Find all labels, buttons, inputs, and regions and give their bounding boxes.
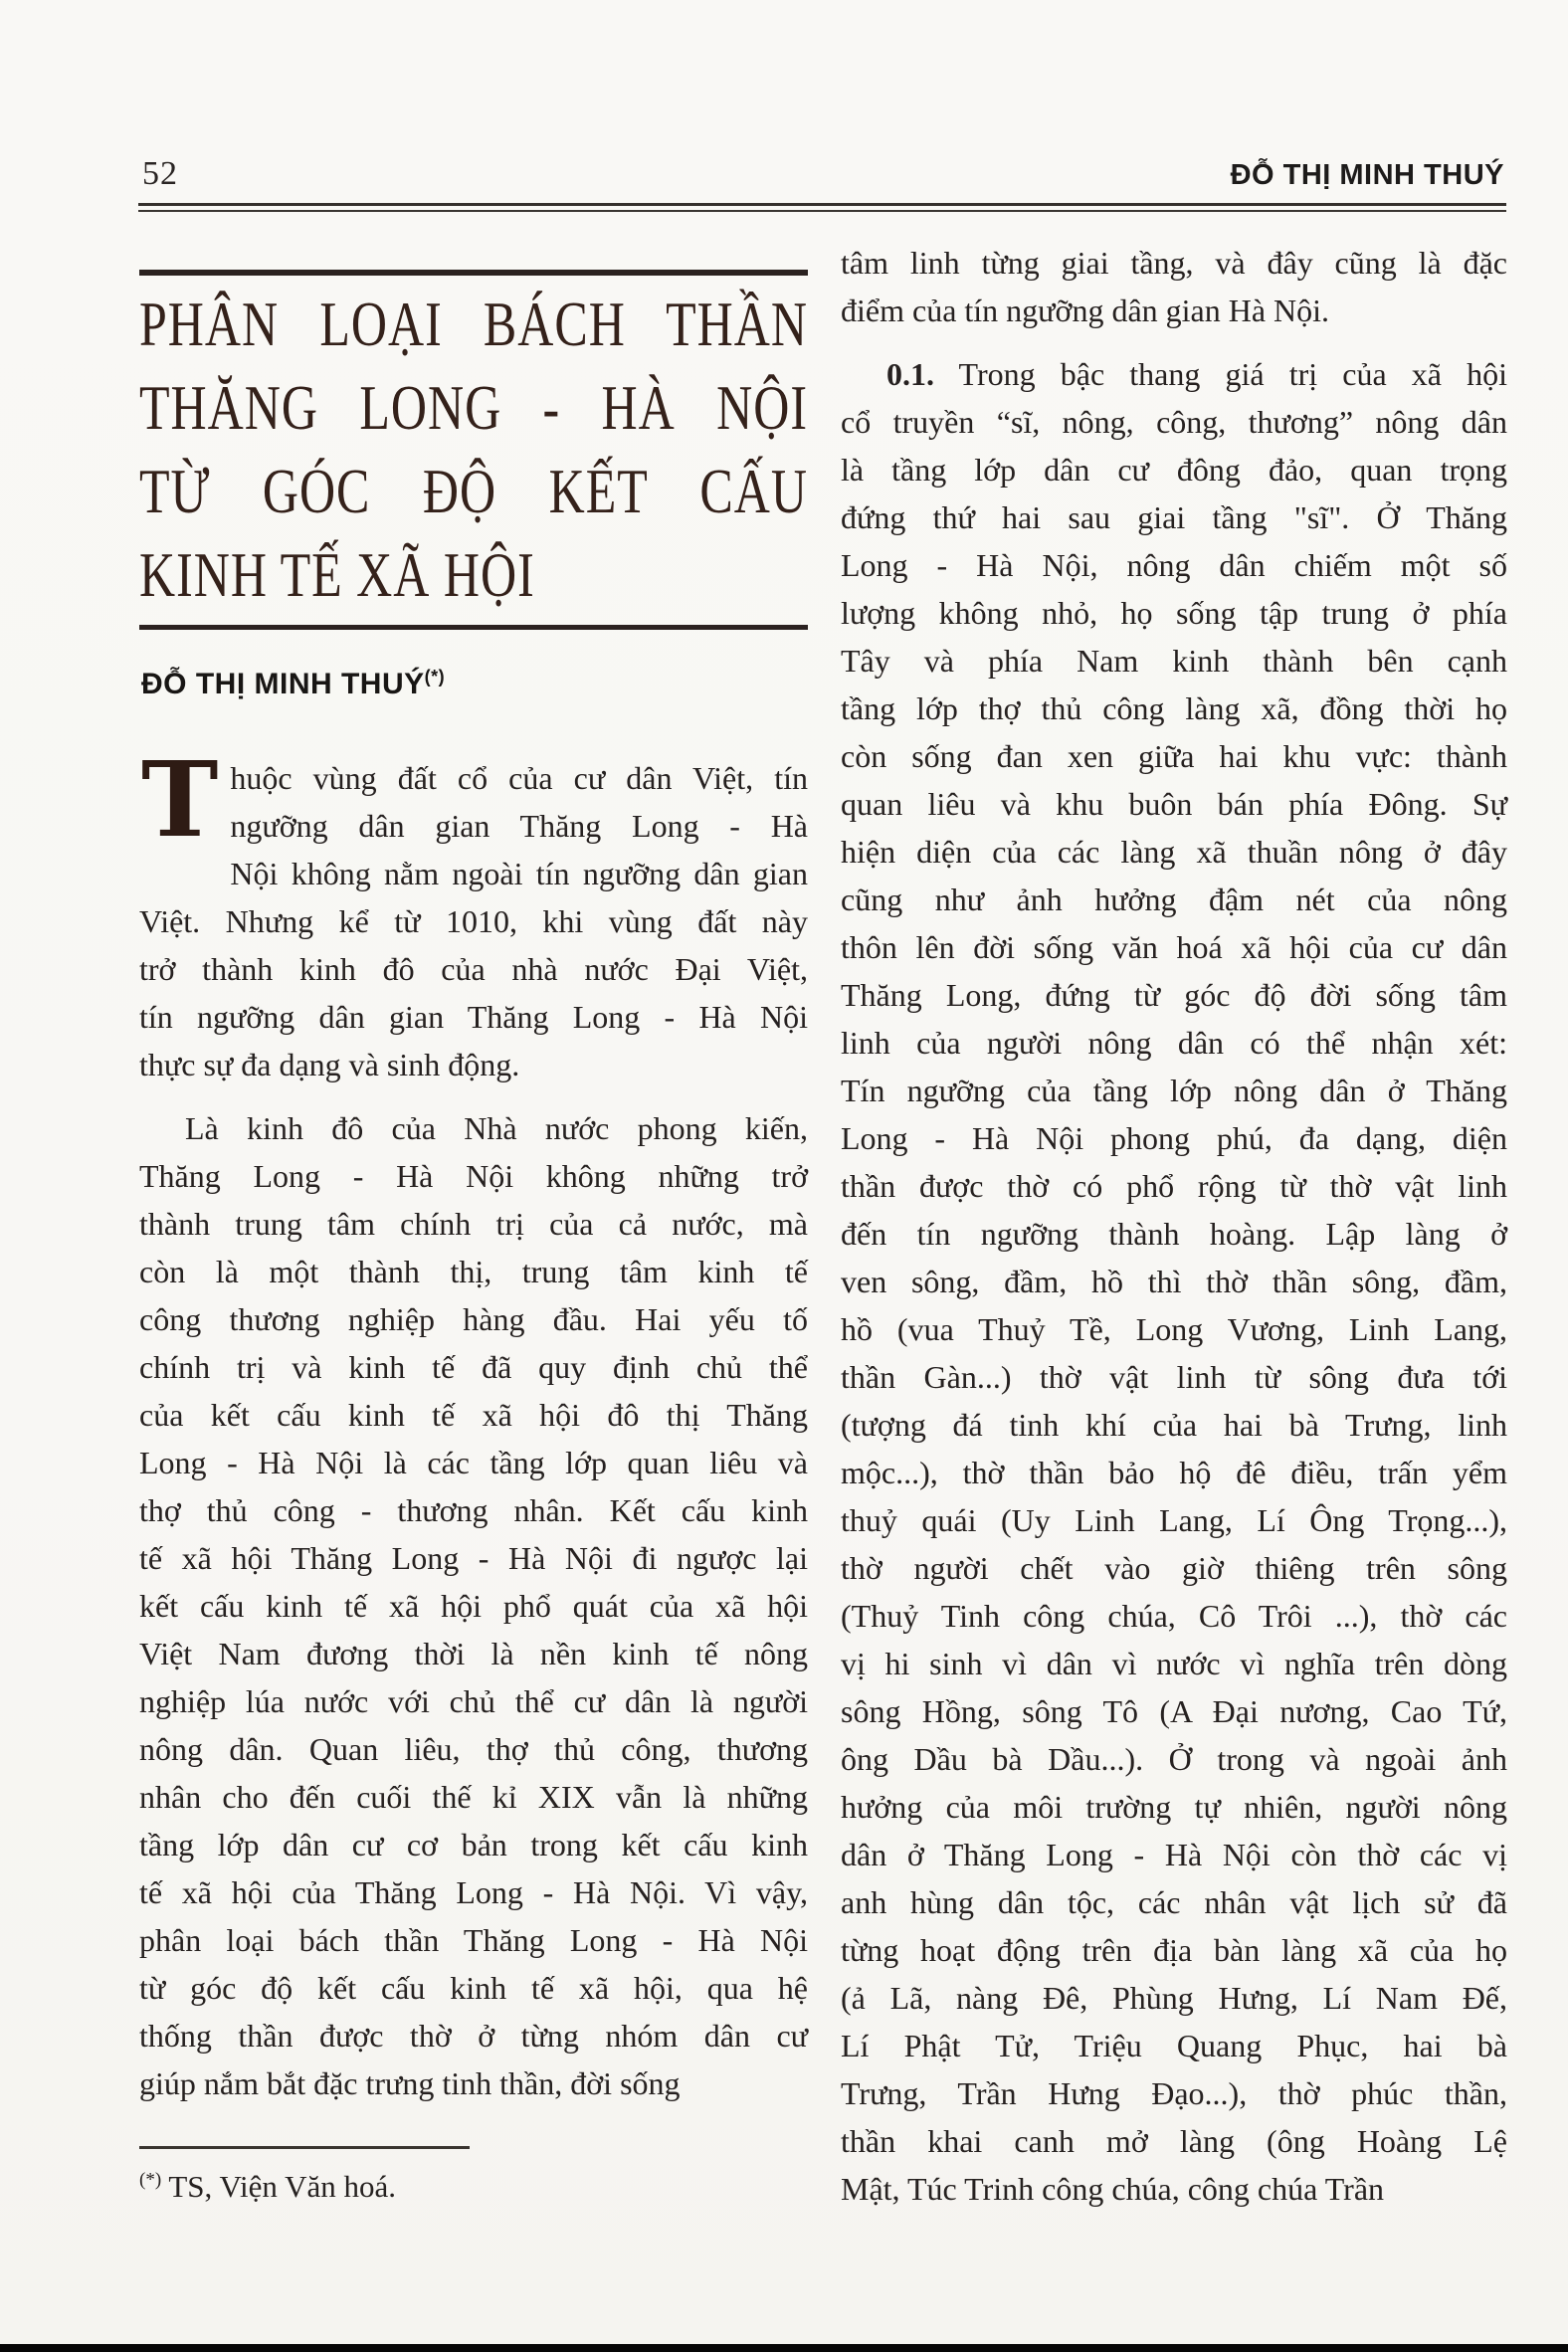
- text-line: vị hi sinh vì dân vì nước vì nghĩa trên dòng: [841, 1646, 1507, 1681]
- text-line: từng hoạt động trên địa bàn làng xã của họ: [841, 1932, 1507, 1968]
- text-line: tầng lớp thợ thủ công làng xã, đồng thời họ: [841, 690, 1507, 726]
- author-footnote-mark: (*): [424, 667, 446, 686]
- text-line: còn là một thành thị, trung tâm kinh tế: [139, 1254, 808, 1289]
- text-line: ngưỡng dân gian Thăng Long - Hà: [230, 808, 808, 844]
- text-line: ven sông, đầm, hồ thì thờ thần sông, đầm,: [841, 1264, 1507, 1299]
- text-line: Trưng, Trần Hưng Đạo...), thờ phúc thần,: [841, 2075, 1507, 2111]
- section-number: 0.1.: [886, 356, 934, 392]
- text-line: thống thần được thờ ở từng nhóm dân cư: [139, 2018, 808, 2054]
- text-line: lượng không nhỏ, họ sống tập trung ở phía: [841, 595, 1507, 631]
- text-line: hồ (vua Thuỷ Tề, Long Vương, Linh Lang,: [841, 1311, 1507, 1347]
- text-line: thần Gàn...) thờ vật linh từ sông đưa tới: [841, 1359, 1507, 1395]
- article-title: [139, 287, 808, 621]
- text-line: dân ở Thăng Long - Hà Nội còn thờ các vị: [841, 1837, 1507, 1872]
- page-number: 52: [142, 155, 178, 192]
- text-line: Thăng Long, đứng từ góc độ đời sống tâm: [841, 977, 1507, 1013]
- right-column: [841, 239, 1507, 2213]
- text-line: cổ truyền “sĩ, nông, công, thương” nông dân: [841, 404, 1507, 440]
- footnote-text: TS, Viện Văn hoá.: [168, 2169, 396, 2204]
- scan-edge-bar: [0, 2344, 1568, 2352]
- text-line: thành trung tâm chính trị của cả nước, mà: [139, 1206, 808, 1242]
- text-line: (tượng đá tinh khí của hai bà Trưng, linh: [841, 1407, 1507, 1443]
- text-line: thực sự đa dạng và sinh động.: [139, 1047, 520, 1082]
- text-line: thuỷ quái (Uy Linh Lang, Lí Ông Trọng...),: [841, 1502, 1507, 1538]
- text-line: thần khai canh mở làng (ông Hoàng Lệ: [841, 2123, 1507, 2159]
- text-line: tế xã hội Thăng Long - Hà Nội đi ngược lại: [139, 1540, 808, 1576]
- text-line: trở thành kinh đô của nhà nước Đại Việt,: [139, 951, 808, 987]
- text-line: nhân cho đến cuối thế kỉ XIX vẫn là những: [139, 1779, 808, 1815]
- text-line: quan liêu và khu buôn bán phía Đông. Sự: [841, 786, 1507, 822]
- text-line: cũng như ảnh hưởng đậm nét của nông: [841, 882, 1507, 917]
- text-line: tâm linh từng giai tầng, và đây cũng là đặc: [841, 245, 1507, 281]
- text-line: chính trị và kinh tế đã quy định chủ thể: [139, 1349, 808, 1385]
- text-line: Long - Hà Nội là các tầng lớp quan liêu và: [139, 1445, 808, 1480]
- footnote-mark: (*): [139, 2169, 162, 2191]
- footnote-rule: [139, 2146, 470, 2149]
- title-line: TỪ GÓC ĐỘ KẾT CẤU: [139, 455, 808, 526]
- author-byline: [141, 667, 445, 701]
- text-line: Long - Hà Nội, nông dân chiếm một số: [841, 547, 1507, 583]
- author-name: ĐỖ THỊ MINH THUÝ: [141, 668, 425, 700]
- text-line: còn sống đan xen giữa hai khu vực: thành: [841, 738, 1507, 774]
- footnote: [139, 2169, 808, 2205]
- text-line: nghiệp lúa nước với chủ thể cư dân là người: [139, 1683, 808, 1719]
- header-double-rule: [138, 203, 1506, 212]
- text-line: công thương nghiệp hàng đầu. Hai yếu tố: [139, 1301, 808, 1337]
- text-line: thôn lên đời sống văn hoá xã hội của cư dân: [841, 929, 1507, 965]
- title-line: PHÂN LOẠI BÁCH THẦN: [139, 288, 808, 359]
- text-line: mộc...), thờ thần bảo hộ đê điều, trấn yểm: [841, 1455, 1507, 1490]
- title-rule-top: [139, 270, 808, 276]
- text-line: Tín ngưỡng của tầng lớp nông dân ở Thăng: [841, 1073, 1507, 1108]
- text-line: Nội không nằm ngoài tín ngưỡng dân gian: [230, 856, 808, 891]
- title-rule-bottom: [139, 625, 808, 630]
- text-line: Mật, Túc Trinh công chúa, công chúa Trần: [841, 2171, 1385, 2207]
- title-line: KINH TẾ XÃ HỘI: [139, 538, 535, 610]
- text-line: tầng lớp dân cư cơ bản trong kết cấu kinh: [139, 1827, 808, 1862]
- paragraph: [841, 239, 1507, 334]
- running-head: ĐỖ THỊ MINH THUÝ: [1230, 159, 1504, 191]
- text-line: (Thuỷ Tinh công chúa, Cô Trôi ...), thờ các: [841, 1598, 1507, 1634]
- text-line: kết cấu kinh tế xã hội phổ quát của xã hội: [139, 1588, 808, 1624]
- text-line: huộc vùng đất cổ của cư dân Việt, tín: [230, 760, 808, 796]
- text-line: giúp nắm bắt đặc trưng tinh thần, đời sống: [139, 2065, 681, 2101]
- text-line: (ả Lã, nàng Đê, Phùng Hưng, Lí Nam Đế,: [841, 1980, 1507, 2016]
- text-line: Lí Phật Tử, Triệu Quang Phục, hai bà: [841, 2028, 1507, 2063]
- text-line: 0.1. Trong bậc thang giá trị của xã hội: [886, 356, 1507, 392]
- text-line: hưởng của môi trường tự nhiên, người nông: [841, 1789, 1507, 1825]
- text-line: tín ngưỡng dân gian Thăng Long - Hà Nội: [139, 999, 808, 1035]
- text-line: hiện diện của các làng xã thuần nông ở đây: [841, 834, 1507, 870]
- text-line: của kết cấu kinh tế xã hội đô thị Thăng: [139, 1397, 808, 1433]
- text-line: thần được thờ có phổ rộng từ thờ vật linh: [841, 1168, 1507, 1204]
- left-column: [139, 738, 808, 2107]
- paragraph: [139, 738, 808, 1088]
- text-line: thợ thủ công - thương nhân. Kết cấu kinh: [139, 1492, 808, 1528]
- title-line: THĂNG LONG - HÀ NỘI: [139, 371, 808, 443]
- text-line: ông Dầu bà Dầu...). Ở trong và ngoài ảnh: [841, 1741, 1507, 1777]
- paragraph: [841, 350, 1507, 2213]
- paragraph: [139, 1104, 808, 2107]
- text-line: tế xã hội của Thăng Long - Hà Nội. Vì vậy,: [139, 1874, 808, 1910]
- text-line: đứng thứ hai sau giai tầng "sĩ". Ở Thăng: [841, 499, 1507, 535]
- text-line: Việt Nam đương thời là nền kinh tế nông: [139, 1636, 808, 1671]
- text-line: anh hùng dân tộc, các nhân vật lịch sử đã: [841, 1884, 1507, 1920]
- text-line: Long - Hà Nội phong phú, đa dạng, diện: [841, 1120, 1507, 1156]
- text-line: từ góc độ kết cấu kinh tế xã hội, qua hệ: [139, 1970, 808, 2006]
- text-line: là tầng lớp dân cư đông đảo, quan trọng: [841, 452, 1507, 488]
- text-line: đến tín ngưỡng thành hoàng. Lập làng ở: [841, 1216, 1507, 1252]
- text-line: Việt. Nhưng kể từ 1010, khi vùng đất này: [139, 903, 808, 939]
- text-line: nông dân. Quan liêu, thợ thủ công, thương: [139, 1731, 808, 1767]
- drop-cap: T: [141, 738, 219, 861]
- text-line: linh của người nông dân có thể nhận xét:: [841, 1025, 1507, 1061]
- text-line: sông Hồng, sông Tô (A Đại nương, Cao Tứ,: [841, 1693, 1507, 1729]
- text-line: điểm của tín ngưỡng dân gian Hà Nội.: [841, 293, 1330, 328]
- text-line: phân loại bách thần Thăng Long - Hà Nội: [139, 1922, 808, 1958]
- text-line: thờ người chết vào giờ thiêng trên sông: [841, 1550, 1507, 1586]
- text-line: Thăng Long - Hà Nội không những trở: [139, 1158, 808, 1194]
- text-line: Là kinh đô của Nhà nước phong kiến,: [185, 1110, 808, 1146]
- text-line: Tây và phía Nam kinh thành bên cạnh: [841, 643, 1507, 679]
